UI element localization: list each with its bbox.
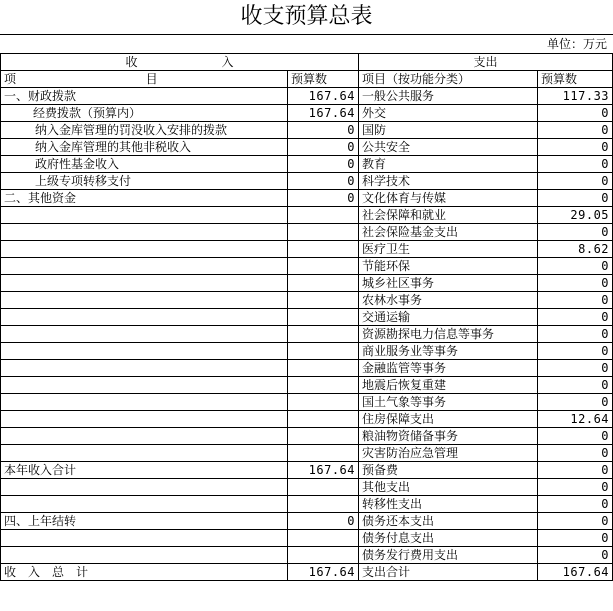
table-row xyxy=(1,462,613,479)
row-right-label: 国土气象等事务 xyxy=(359,394,538,411)
page-title: 收支预算总表 xyxy=(240,4,373,29)
row-left-value xyxy=(288,292,359,309)
row-right-label: 一般公共服务 xyxy=(359,88,538,105)
row-right-value: 0 xyxy=(538,377,613,394)
row-right-label: 社会保险基金支出 xyxy=(359,224,538,241)
row-left-label xyxy=(1,530,288,547)
budget-header-left: 预算数 xyxy=(288,71,359,88)
row-left-value xyxy=(288,224,359,241)
row-right-label: 灾害防治应急管理 xyxy=(359,445,538,462)
row-right-label: 外交 xyxy=(359,105,538,122)
row-right-label: 地震后恢复重建 xyxy=(359,377,538,394)
row-left-value: 0 xyxy=(288,513,359,530)
row-left-value xyxy=(288,207,359,224)
row-right-label: 资源勘探电力信息等事务 xyxy=(359,326,538,343)
item-header-right: 项目（按功能分类） xyxy=(359,71,538,88)
row-right-label: 其他支出 xyxy=(359,479,538,496)
row-left-value xyxy=(288,275,359,292)
row-left-value: 167.64 xyxy=(288,105,359,122)
row-right-value: 117.33 xyxy=(538,88,613,105)
header-row-2 xyxy=(1,71,613,88)
row-left-value xyxy=(288,411,359,428)
row-left-value xyxy=(288,496,359,513)
row-right-value: 0 xyxy=(538,190,613,207)
expense-header: 支出 xyxy=(359,54,613,71)
row-left-label xyxy=(1,377,288,394)
row-right-label: 债务发行费用支出 xyxy=(359,547,538,564)
row-left-label: 收 入 总 计 xyxy=(1,564,288,581)
row-right-label: 债务付息支出 xyxy=(359,530,538,547)
table-row xyxy=(1,258,613,275)
row-right-label: 商业服务业等事务 xyxy=(359,343,538,360)
row-right-value: 0 xyxy=(538,360,613,377)
row-right-value: 8.62 xyxy=(538,241,613,258)
row-right-label: 转移性支出 xyxy=(359,496,538,513)
table-row xyxy=(1,326,613,343)
table-row xyxy=(1,88,613,105)
row-right-label: 住房保障支出 xyxy=(359,411,538,428)
row-left-label: 一、财政拨款 xyxy=(1,88,288,105)
row-right-label: 债务还本支出 xyxy=(359,513,538,530)
table-row xyxy=(1,496,613,513)
row-left-value xyxy=(288,258,359,275)
row-right-value: 0 xyxy=(538,547,613,564)
row-left-label: 本年收入合计 xyxy=(1,462,288,479)
row-left-value: 167.64 xyxy=(288,88,359,105)
row-right-value: 167.64 xyxy=(538,564,613,581)
row-right-label: 交通运输 xyxy=(359,309,538,326)
row-left-label xyxy=(1,496,288,513)
row-left-value xyxy=(288,547,359,564)
row-left-label: 政府性基金收入 xyxy=(1,156,288,173)
table-row xyxy=(1,479,613,496)
header-row-1 xyxy=(1,54,613,71)
budget-table xyxy=(0,53,613,581)
table-row xyxy=(1,105,613,122)
row-left-value: 0 xyxy=(288,139,359,156)
row-left-value xyxy=(288,241,359,258)
table-row xyxy=(1,343,613,360)
table-row xyxy=(1,173,613,190)
row-right-value: 0 xyxy=(538,394,613,411)
row-right-value: 0 xyxy=(538,139,613,156)
row-left-value xyxy=(288,445,359,462)
row-right-value: 0 xyxy=(538,462,613,479)
row-right-value: 12.64 xyxy=(538,411,613,428)
table-row xyxy=(1,360,613,377)
row-right-value: 0 xyxy=(538,513,613,530)
row-right-label: 粮油物资储备事务 xyxy=(359,428,538,445)
row-right-value: 0 xyxy=(538,530,613,547)
row-right-label: 节能环保 xyxy=(359,258,538,275)
row-right-value: 0 xyxy=(538,122,613,139)
row-left-label xyxy=(1,224,288,241)
row-left-value xyxy=(288,343,359,360)
row-left-value: 167.64 xyxy=(288,462,359,479)
row-left-value: 0 xyxy=(288,122,359,139)
row-left-value xyxy=(288,326,359,343)
table-row xyxy=(1,394,613,411)
item-header-b: 目 xyxy=(145,72,158,86)
row-left-value: 0 xyxy=(288,173,359,190)
row-left-label xyxy=(1,394,288,411)
row-left-label xyxy=(1,207,288,224)
row-left-label xyxy=(1,292,288,309)
row-left-label xyxy=(1,479,288,496)
row-right-label: 科学技术 xyxy=(359,173,538,190)
table-row xyxy=(1,139,613,156)
row-left-value: 0 xyxy=(288,190,359,207)
table-row xyxy=(1,122,613,139)
row-right-value: 0 xyxy=(538,428,613,445)
row-right-value: 0 xyxy=(538,173,613,190)
row-right-value: 0 xyxy=(538,224,613,241)
item-header-left xyxy=(1,71,288,88)
table-row xyxy=(1,547,613,564)
row-left-label xyxy=(1,343,288,360)
table-row xyxy=(1,292,613,309)
item-header-a: 项 xyxy=(4,72,17,86)
row-left-label: 经费拨款（预算内） xyxy=(1,105,288,122)
row-right-label: 农林水事务 xyxy=(359,292,538,309)
table-row xyxy=(1,224,613,241)
table-row xyxy=(1,241,613,258)
row-right-label: 教育 xyxy=(359,156,538,173)
row-right-value: 0 xyxy=(538,479,613,496)
row-right-value: 0 xyxy=(538,156,613,173)
row-left-label: 四、上年结转 xyxy=(1,513,288,530)
row-right-value: 0 xyxy=(538,343,613,360)
row-left-label xyxy=(1,258,288,275)
row-right-label: 城乡社区事务 xyxy=(359,275,538,292)
row-left-value: 0 xyxy=(288,156,359,173)
row-left-value xyxy=(288,428,359,445)
row-right-value: 0 xyxy=(538,105,613,122)
row-left-label: 纳入金库管理的其他非税收入 xyxy=(1,139,288,156)
row-left-value xyxy=(288,479,359,496)
row-left-value xyxy=(288,360,359,377)
row-left-value xyxy=(288,394,359,411)
row-left-label xyxy=(1,428,288,445)
row-left-label xyxy=(1,445,288,462)
row-right-label: 预备费 xyxy=(359,462,538,479)
row-right-value: 0 xyxy=(538,275,613,292)
table-row xyxy=(1,190,613,207)
income-header: 收 入 xyxy=(1,54,359,71)
row-right-label: 医疗卫生 xyxy=(359,241,538,258)
row-right-label: 文化体育与传媒 xyxy=(359,190,538,207)
row-right-value: 0 xyxy=(538,326,613,343)
table-row xyxy=(1,428,613,445)
unit-label: 单位：万元 xyxy=(0,34,613,53)
row-left-label xyxy=(1,309,288,326)
row-left-value xyxy=(288,530,359,547)
table-row xyxy=(1,564,613,581)
row-right-value: 0 xyxy=(538,309,613,326)
table-row xyxy=(1,530,613,547)
table-row xyxy=(1,156,613,173)
row-right-value: 29.05 xyxy=(538,207,613,224)
row-left-label xyxy=(1,275,288,292)
table-row xyxy=(1,445,613,462)
table-row xyxy=(1,275,613,292)
table-row xyxy=(1,377,613,394)
row-left-label xyxy=(1,547,288,564)
row-right-label: 社会保障和就业 xyxy=(359,207,538,224)
row-right-value: 0 xyxy=(538,445,613,462)
table-row xyxy=(1,309,613,326)
table-row xyxy=(1,411,613,428)
table-row xyxy=(1,207,613,224)
row-right-label: 国防 xyxy=(359,122,538,139)
row-left-label xyxy=(1,411,288,428)
row-right-label: 金融监管等事务 xyxy=(359,360,538,377)
row-right-label: 支出合计 xyxy=(359,564,538,581)
row-left-label xyxy=(1,360,288,377)
budget-header-right: 预算数 xyxy=(538,71,613,88)
row-left-label xyxy=(1,326,288,343)
row-right-value: 0 xyxy=(538,292,613,309)
row-left-label: 纳入金库管理的罚没收入安排的拨款 xyxy=(1,122,288,139)
table-row xyxy=(1,513,613,530)
row-left-value: 167.64 xyxy=(288,564,359,581)
row-left-label: 上级专项转移支付 xyxy=(1,173,288,190)
row-right-value: 0 xyxy=(538,496,613,513)
row-right-label: 公共安全 xyxy=(359,139,538,156)
row-left-label: 二、其他资金 xyxy=(1,190,288,207)
row-left-label xyxy=(1,241,288,258)
row-right-value: 0 xyxy=(538,258,613,275)
row-left-value xyxy=(288,309,359,326)
row-left-value xyxy=(288,377,359,394)
